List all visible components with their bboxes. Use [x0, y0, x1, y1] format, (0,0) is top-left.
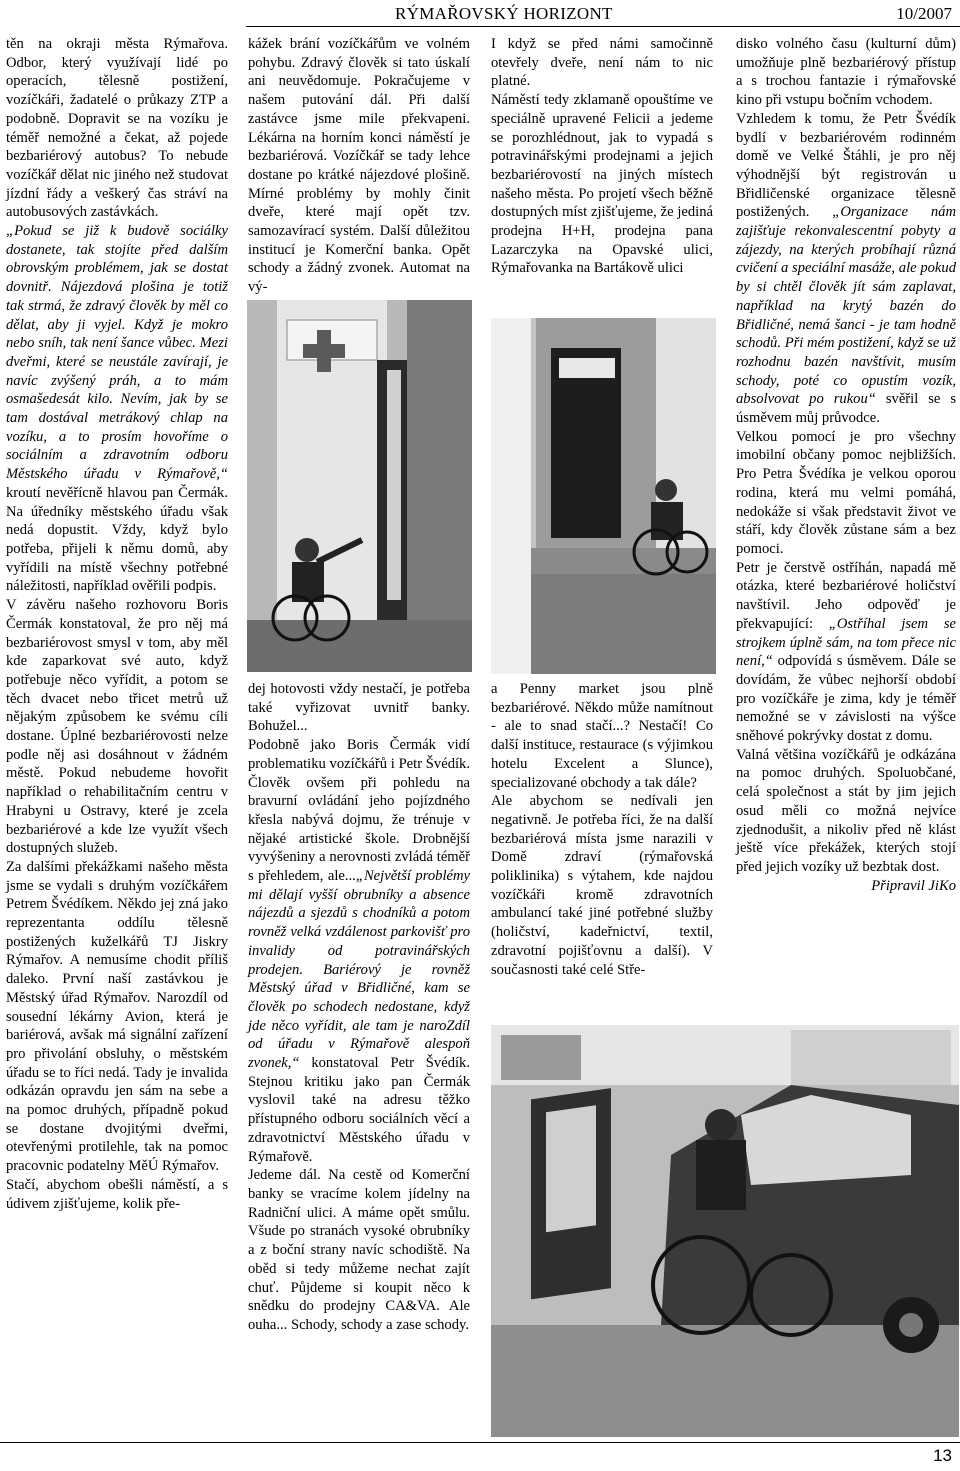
paragraph: Velkou pomocí je pro všechny imobilní občany pomoc nejbližších. Pro Petra Švédíka je velkou oporou rodina, která mu velmi pomáhá, nedokáže si však představit život ve stáří, kdy člověk zůstane sám a bez pomoci.	[736, 428, 956, 557]
paragraph	[736, 559, 956, 746]
quote-text: „Pokud se již k budově sociálky dostanete, tak stojíte před dalším obrovským problémem, jak se dostat dovnitř. Nájezdová plošina je totiž tak strmá, že zdravý člověk by měl co dělat, aby ji vyjel. Když je mokro nebo sníh, tak není šance vůbec. Mezi dveřmi, které se neustále zavírají, je navíc zvýšený práh, a to mám osmašedesát kilo. Nevím, jak by se tam dostával metrákový chlap na vozíku, a to prosím hovoříme o sociálním a zdravotním odboru Městského úřadu v Rýmařově,“	[6, 223, 228, 483]
quote-text: „Největší problémy mi dělají vyšší obrubníky a absence nájezdů a sjezdů s chodníků a potom rovněž velká vzdálenost parkovišť pro invalidy od potravinářských prodejen. Bariérový je rovněž Městský úřad v Břidličné, kam se člověk po schodech nedostane, když jde něco vyřídit, ale tam je naroZdíl od úřadu v Rýmařově alespoň zvonek,“	[248, 868, 471, 1072]
issue-number: 10/2007	[896, 4, 952, 23]
article-column-2-top	[248, 35, 470, 297]
paragraph: kážek brání vozíčkářům ve volném pohybu. Zdravý člověk si tato úskalí ani neuvědomuje. Pokračujeme v našem putování dál. Při další zastávce jsme mile překvapeni. Lékárna na horním konci náměstí je bezbariérová. Vozíčkář se tady lehce dostane po krátké nájezdové plošině. Mírné problémy by mohly činit dveře, které mají opět tzv. samozavírací systém. Další důležitou institucí je Komerční banka. Opět schody a žádný zvonek. Automat na vý-	[248, 36, 470, 296]
paragraph	[736, 110, 956, 428]
pharmacy-photo-drawing	[247, 300, 472, 672]
article-column-2-bottom	[248, 680, 470, 1335]
paragraph	[736, 746, 956, 894]
quote-paragraph	[6, 222, 228, 596]
paragraph-text: Podobně jako Boris Čermák vidí problematiku vozíčkářů i Petr Švédík. Člověk ovšem při pohledu na bravurní ovládání jeho pojízdného křesla nabývá dojmu, že trénuje v nějaké artistické škole. Drobnější vyvýšeniny a nerovnosti zvládá téměř s přehledem, ale...	[248, 737, 470, 885]
paragraph	[248, 736, 470, 1166]
paragraph: dej hotovosti vždy nestačí, je potřeba také vyřizovat uvnitř banky. Bohužel...	[248, 681, 470, 735]
paragraph-text: svěřil se s úsměvem můj průvodce.	[736, 391, 956, 427]
article-column-1	[6, 35, 228, 1213]
paragraph: disko volného času (kulturní dům) umožňuje plně bezbariérový přístup a s trochou fantazie i rýmařovské kino při vstupu bočním vchodem.	[736, 36, 956, 109]
paragraph-text: Vzhledem k tomu, že Petr Švédík bydlí v bezbariérovém rodinném domě ve Velké Štáhli, je pro něj výhodnější být registrován u Břidličenské organizace tělesně postižených.	[736, 110, 956, 221]
paragraph: Stačí, abychom obešli náměstí, a s údivem zjišťujeme, kolik pře-	[6, 1176, 228, 1212]
photo-car-wheelchair	[491, 1025, 959, 1437]
car-photo-drawing	[491, 1025, 959, 1437]
page-number: 13	[933, 1446, 952, 1465]
bank-photo-drawing	[491, 318, 716, 674]
paragraph-text: odpovídá s úsměvem. Dále se dovídám, že vůbec nejhorší období pro vozíčkáře je zima, kdy je téměř nemožné se v závislosti na výšce sněhové pokrývky dostat z domu.	[736, 653, 956, 745]
article-column-3-top	[491, 35, 713, 278]
paragraph: Náměstí tedy zklamaně opouštíme ve speciálně upravené Felicii a jedeme se porozhlédnout, jak to vypadá s potravinářskými prodejnami a jejich bezbariérovostí na jiných místech našeho města. Po projetí všech běžně dostupných míst zjišťujeme, že jediná prodejna H+H, prodejna pana Lazarczyka na Opavské ulici, Rýmařovanka na Bartákově ulici	[491, 92, 713, 277]
photo-pharmacy-wheelchair	[247, 300, 472, 672]
magazine-title: RÝMAŘOVSKÝ HORIZONT	[395, 4, 613, 23]
paragraph-text: Petr je čerstvě ostříhán, napadá mě otázka, které bezbariérové holičství navštívil. Jeho odpověď je překvapující:	[736, 559, 956, 632]
quote-text: „Ostříhal jsem se strojkem úplně sám, na tom přece nic není,“	[736, 615, 956, 670]
paragraph: Za dalšími překážkami našeho města jsme se vydali s druhým vozíčkářem Petrem Švédíkem. Někdo jej zná jako reprezentanta oddílu tělesně postižených kuželkářů TJ Jiskry Rýmařov. A nemusíme chodit příliš daleko. První naší zastávkou je Městský úřad Rýmařov. Narozdíl od sousední lékárny Avion, která je bariérová, avšak má signální zařízení pro přivolání obsluhy, o městském úřadu se to říci nedá. Tady je invalida odkázán opravdu jen sám na sebe a na pomoc druhých, případně pokud se dostane dvojitými dveřmi, otevřenými protilehle, tak na pomoc pracovnic podatelny MěÚ Rýmařov.	[6, 858, 228, 1175]
paragraph: V závěru našeho rozhovoru Boris Čermák konstatoval, že pro něj má bezbariérovost smysl v tom, aby měl kde zaparkovat své auto, když potřebuje něco vyřídit, a potom se těch dvacet nebo třicet metrů už nějakým způsobem ke svému cíli dostane. Úplné bezbariérovosti nelze podle něj asi dosáhnout v žádném městě. Pokud nebudeme hovořit například o rehabilitačním centru v Hrabyni u Ostravy, které je zcela bezbariérové a kde lze využít všech dostupných služeb.	[6, 597, 228, 857]
paragraph-text: kroutí nevěřícně hlavou pan Čermák. Na úředníky městského úřadu však nedá dopustit. Vždy, když bylo potřeba, přijeli k němu domů, aby vyřídili na místě všechny potřebné náležitosti, například ověřili podpis.	[6, 484, 228, 595]
paragraph: Jedeme dál. Na cestě od Komerční banky se vracíme kolem jídelny na Radniční ulici. A máme opět smůlu. Všude po stranách vysoké obrubníky a z boční strany navíc schodiště. Na oběd si tedy můžeme nechat zajít chuť. Půjdeme si koupit něco k snědku do prodejny CA&VA. Ale ouha... Schody, schody a zase schody.	[248, 1167, 470, 1333]
paragraph: Ale abychom se nedívali jen negativně. Je potřeba říci, že na další bezbariérová místa jsme narazili v Domě zdraví (rýmařovská poliklinika) s výtahem, kde najdou vozíčkáři kromě zdravotních ambulancí také jiné potřebné služby (holičství, kadeřnictví, textil, zdravotní pojišťovnu a další). V současnosti také celé Stře-	[491, 793, 713, 978]
paragraph-text: konstatoval Petr Švédík. Stejnou kritiku jako pan Čermák vyslovil také na adresu těžko přístupného odboru sociálních věcí a zdravotnictví Městského úřadu v Rýmařově.	[248, 1055, 470, 1165]
paragraph: těn na okraji města Rýmařova. Odbor, který využívají lidé po operacích, tělesně postižení, vozíčkáři, žadatelé o průkazy ZTP a podobně. Dopravit se na vozíku je téměř nemožné a čekat, až pojede bezbariérový autobus? To nebude vozíčkář dělat nic jiného než studovat jízdní řády a veškerý čas stráví na autobusových zastávkách.	[6, 36, 228, 221]
paragraph-text: Valná většina vozíčkářů je odkázána na pomoc druhých. Spoluobčané, celá společnost a stát by jim jejich osud měli co možná nejvíce zjednodušit, a nikoliv před ně klást ještě více překážek, kterých stojí před jejich vozíky už bezbtak dost.	[736, 746, 956, 875]
author-signature: Připravil JiKo	[871, 877, 956, 894]
article-column-4	[736, 35, 956, 895]
photo-bank-entrance	[491, 318, 716, 674]
paragraph: I když se před námi samočinně otevřely dveře, není nám to nic platné.	[491, 36, 713, 90]
header-rule	[246, 26, 960, 27]
quote-text: „Organizace nám zajišťuje rekonvalescentní pobyty a zájezdy, na kterých probíhají různá cvičení a speciální masáže, ale pokud by si chtěl člověk jít sám zaplavat, například na krytý bazén do Břidličné, nemá šanci - je tam hodně schodů. Při mém postižení, když se už rozhodnu bazén navštívit, musím schody, poté co opustím vozík, absolvovat po rukou“	[736, 204, 956, 408]
footer-rule	[0, 1442, 960, 1443]
article-column-3-bottom	[491, 680, 713, 979]
paragraph: a Penny market jsou plně bezbariérové. Někdo může namítnout - ale to snad stačí...? Nestačí! Co další instituce, restaurace (s výjimkou hotelu Excelent a Slunce), specializované obchody a tak dále?	[491, 681, 713, 791]
